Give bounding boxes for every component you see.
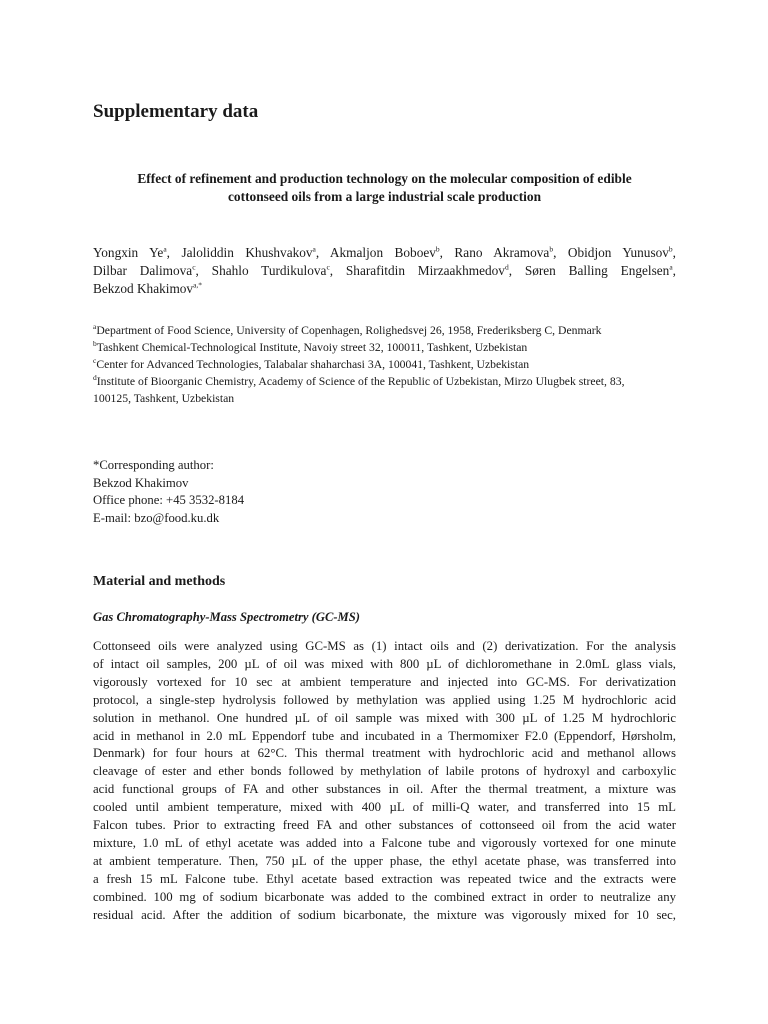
body-line: protocol, a single-step hydrolysis followed by methylation was applied using 1.25 M hydrochloric acid [93,692,676,707]
author-sup: c [192,262,196,272]
supplementary-heading: Supplementary data [93,101,259,122]
author-list [93,244,676,298]
title-line-1: Effect of refinement and production technology on the molecular composition of edible [137,171,632,186]
body-line: cleavage of ester and ether bonds followed by methylation of labile protons of hydroxyl and carboxylic [93,764,676,779]
affiliation-sup: c [93,356,97,366]
author: Rano Akramova [454,245,550,260]
author-sup: b [435,244,440,254]
body-line: of intact oil samples, 200 µL of oil was mixed with 800 µL of dichloromethane in 2.0mL glass vials, [93,656,676,671]
affiliation-b [93,339,676,356]
affiliation-d [93,373,676,390]
body-line: combined. 100 mg of sodium bicarbonate was added to the combined extract in order to neutralize any [93,889,676,904]
body-line: acid functional groups of FA and other substances in oil. After the thermal treatment, a mixture was [93,782,676,797]
body-paragraph [93,638,676,925]
author-line-1: Yongxin Ye$^a$, Jaloliddin Khushvakov$^a$, Akmaljon Boboev$^b$, Rano Akramova$^b$, Obidjon Yunusov$^b$, [93,244,676,260]
paper-title [93,170,676,206]
body-line: Cottonseed oils were analyzed using GC-MS as (1) intact oils and (2) derivatization. For the analysis [93,639,676,653]
author: Obidjon Yunusov [567,245,669,260]
affiliation-text: Tashkent Chemical-Technological Institute, Navoiy street 32, 100011, Tashkent, Uzbekistan [96,341,528,354]
affiliation-text: 100125, Tashkent, Uzbekistan [93,392,235,405]
corresponding-name: Bekzod Khakimov [93,475,189,490]
body-line: acid in methanol in 2.0 mL Eppendorf tube and incubated in a Thermomixer F2.0 (Eppendorf, Hørsholm, [93,728,676,743]
author: Shahlo Turdikulova [211,263,327,278]
affiliation-sup: b [93,339,97,349]
author-sup: a [163,244,167,254]
author-sup: b [668,244,673,254]
affiliation-c [93,356,676,373]
author: Dilbar Dalimova [93,263,193,278]
author: Yongxin Ye [93,245,164,260]
body-line: Denmark) for four hours at 62°C. This thermal treatment with hydrochloric acid and methanol allows [93,746,676,761]
section-heading: Material and methods [93,574,226,589]
body-line: cooled until ambient temperature, mixed with 400 µL of milli-Q water, and transferred into 15 mL [93,800,676,815]
affiliation-text: Institute of Bioorganic Chemistry, Academy of Science of the Republic of Uzbekistan, Mirzo Ulugbek street, 83, [96,375,625,388]
author-line-3 [93,280,676,298]
body-line: residual acid. After the addition of sodium bicarbonate, the mixture was vigorously mixed for 10 sec, [93,907,676,922]
affiliation-text: Department of Food Science, University of Copenhagen, Rolighedsvej 26, 1958, Frederiksberg C, Denmark [96,324,602,337]
author-sup: d [504,262,509,272]
affiliation-list [93,322,676,407]
author: Søren Balling Engelsen [524,263,670,278]
title-line-2: cottonseed oils from a large industrial scale production [227,189,542,204]
author-sup: a [312,244,316,254]
corresponding-email: E-mail: bzo@food.ku.dk [93,510,220,525]
author: Jaloliddin Khushvakov [181,245,313,260]
author: Sharafitdin Mirzaakhmedov [345,263,505,278]
corresponding-phone: Office phone: +45 3532-8184 [93,493,245,507]
body-line: at ambient temperature. Then, 750 µL of the upper phase, the ethyl acetate phase, was transferred into [93,853,676,868]
body-line: a fresh 15 mL Falcone tube. Ethyl acetate based extraction was repeated twice and the extracts were [93,871,676,886]
body-line: Falcon tubes. Prior to extracting freed FA and other substances of cottonseed oil from the acid water [93,818,676,833]
body-line: mixture, 1.0 mL of ethyl acetate was added into a Falcone tube and vigorously vortexed for one minute [93,835,676,850]
author: Bekzod Khakimov [93,281,194,296]
author-sup: b [549,244,554,254]
affiliation-text: Center for Advanced Technologies, Talabalar shaharchasi 3A, 100041, Tashkent, Uzbekistan [96,358,530,371]
affiliation-d-cont [93,390,676,407]
author-line-2: Dilbar Dalimova$^c$, Shahlo Turdikulova$^c$, Sharafitdin Mirzaakhmedov$^d$, Søren Balling Engelsen$^a$, [93,262,676,278]
affiliation-sup: d [93,373,97,383]
subsection-heading: Gas Chromatography-Mass Spectrometry (GC-MS) [93,610,360,624]
body-line: solution in methanol. One hundred µL of oil sample was mixed with 300 µL of 1.25 M hydrochloric [93,710,676,725]
affiliation-sup: a [93,322,97,332]
author-sup: a,* [193,280,203,290]
corresponding-label: *Corresponding author: [93,458,214,472]
author: Akmaljon Boboev [329,245,436,260]
author-sup: a [669,262,673,272]
author-sup: c [326,262,330,272]
affiliation-a [93,322,676,339]
body-line: vigorously vortexed for 10 sec at ambient temperature and injected into GC-MS. For derivatization [93,674,676,689]
corresponding-author-block [93,457,244,527]
